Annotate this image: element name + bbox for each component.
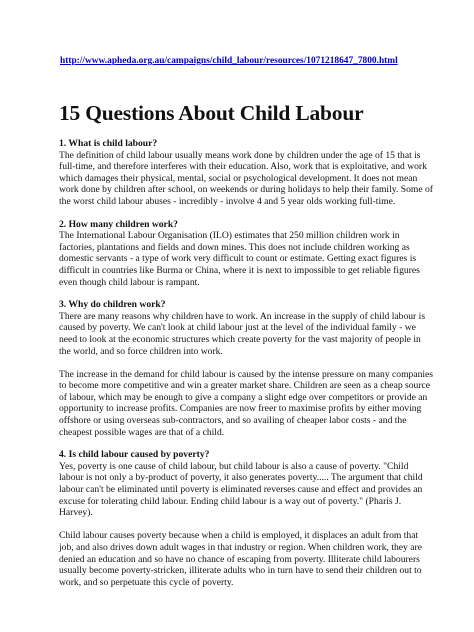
- answer-paragraph: Yes, poverty is one cause of child labour, but child labour is also a cause of poverty. "Child labour is not only a by-product of poverty, it also generates poverty..... The argument that child labour can't be eliminated until poverty is eliminated reverses cause and effect and provides an excuse for tolerating child labour. Ending child labour is a way out of poverty." (Pharis J. Harvey).: [59, 460, 423, 519]
- question-heading: 3. Why do children work?: [59, 299, 166, 311]
- source-link[interactable]: http://www.apheda.org.au/campaigns/child_labour/resources/1071218647_7800.html: [60, 56, 398, 66]
- question-section-1: [59, 138, 434, 208]
- answer-paragraph: The definition of child labour usually means work done by children under the age of 15 that is full-time, and therefore interferes with their education. Also, work that is exploitative, and work which damages their physical, mental, social or psychological development. It does not mean work done by children after school, on weekends or during holidays to help their family. Some of the worst child labour abuses - incredibly - involve 4 and 5 year olds working full-time.: [59, 149, 433, 207]
- question-heading: 2. How many children work?: [59, 218, 178, 230]
- answer-paragraph: The increase in the demand for child labour is caused by the intense pressure on many companies to become more competitive and win a greater market share. Children are seen as a cheap source of labour, which may be enough to give a company a slight edge over competitors or provide an opportunity to increase profits. Companies are now freer to maximise profits by either moving offshore or using overseas sub-contractors, and so availing of cheaper labor costs - and the cheapest possible wages are that of a child.: [59, 368, 434, 438]
- answer-paragraph: The International Labour Organisation (ILO) estimates that 250 million children work in factories, plantations and fields and down mines. This does not include children working as domestic servants - a type of work very difficult to count or estimate. Getting exact figures is difficult in countries like Burma or China, where it is next to impossible to get reliable figures even though child labour is rampant.: [59, 230, 420, 288]
- question-section-2: [59, 219, 434, 289]
- question-section-4: [59, 449, 434, 588]
- answer-paragraph: Child labour causes poverty because when a child is employed, it displaces an adult from that job, and also drives down adult wages in that industry or region. When children work, they are denied an education and so have no chance of escaping from poverty. Illiterate child labourers usually become poverty-stricken, illiterate adults who in turn have to send their children out to work, and so perpetuate this cycle of poverty.: [59, 530, 422, 588]
- question-heading: 4. Is child labour caused by poverty?: [59, 449, 210, 461]
- question-list: [59, 138, 434, 588]
- answer-paragraph: There are many reasons why children have to work. An increase in the supply of child labour is caused by poverty. We can't look at child labour just at the level of the individual family - we need to look at the economic structures which create poverty for the vast majority of people in the world, and so force children into work.: [59, 310, 426, 357]
- question-section-3: [59, 299, 434, 438]
- document-title: 15 Questions About Child Labour: [59, 101, 364, 125]
- question-heading: 1. What is child labour?: [59, 138, 158, 149]
